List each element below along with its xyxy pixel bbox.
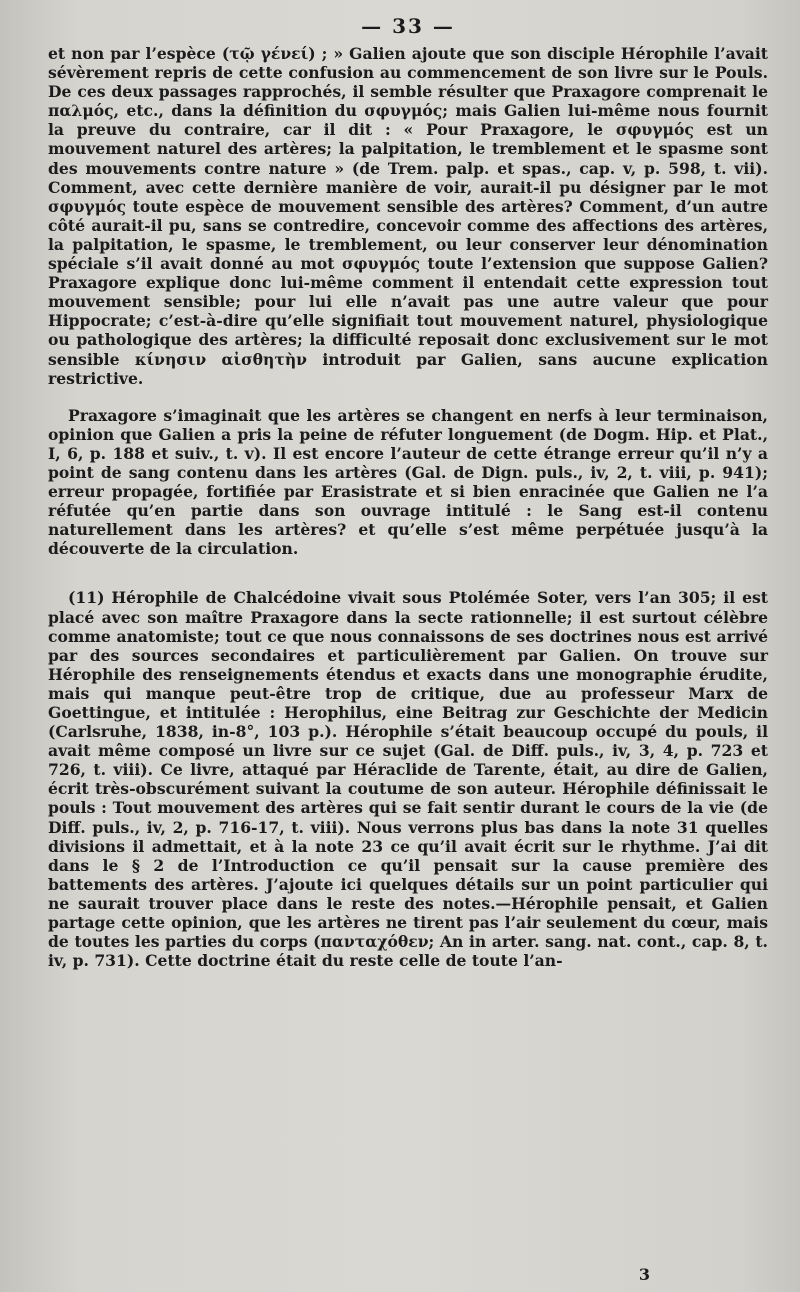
page-number: — 33 — — [361, 14, 455, 38]
paragraph-gap — [48, 388, 768, 406]
printer-signature-mark: 3 — [638, 1265, 650, 1284]
paragraph-praxagore-arteries: Praxagore s’imaginait que les artères se changent en nerfs à leur terminaison, opinion que Galien a pris la peine de réfuter longuement (de Dogm. Hip. et Plat., I, 6, p. 188 et suiv., t. v). Il est encore l’auteur de cette étrange erreur qu’il n’y a point de sang contenu dans les artères (Gal. de Dign. puls., iv, 2, t. viii, p. 941); erreur propagée, fortifiée par Erasistrate et si bien enracinée que Galien ne l’a réfutée qu’en partie dans son ouvrage intitulé : le Sang est-il contenu naturellement dans les artères? et qu’elle s’est même perpétuée jusqu’à la découverte de la circulation. — [48, 405, 768, 559]
section-gap — [48, 558, 768, 588]
paragraph-praxagore-pulse: et non par l’espèce (τῷ γένεί) ; » Galien ajoute que son disciple Hérophile l’avait sévèrement repris de cette confusion au commencement de son livre sur le Pouls. De ces deux passages rapprochés, il semble résulter que Praxagore comprenait le παλμός, etc., dans la définition du σφυγμός; mais Galien lui-même nous fournit la preuve du contraire, car il dit : « Pour Praxagore, le σφυγμός est un mouvement naturel des artères; la palpitation, le tremblement et le spasme sont des mouvements contre nature » (de Trem. palp. et spas., cap. v, p. 598, t. vii). Comment, avec cette dernière manière de voir, aurait-il pu désigner par le mot σφυγμός toute espèce de mouvement sensible des artères? Comment, d’un autre côté aurait-il pu, sans se contredire, concevoir comme des affections des artères, la palpitation, le spasme, le tremblement, ou leur conserver leur dénomination spéciale s’il avait donné au mot σφυγμός toute l’extension que suppose Galien? Praxagore explique donc lui-même comment il entendait cette expression tout mouvement sensible; pour lui elle n’avait pas une autre valeur que pour Hippocrate; c’est-à-dire qu’elle signifiait tout mouvement naturel, physiologique ou pathologique des artères; la difficulté reposait donc exclusivement sur le mot sensible κίνησιν αἰσθητὴν introduit par Galien, sans aucune explication restrictive. — [48, 44, 768, 388]
note-11-herophile: (11) Hérophile de Chalcédoine vivait sous Ptolémée Soter, vers l’an 305; il est placé avec son maître Praxagore dans la secte rationnelle; il est surtout célèbre comme anatomiste; tout ce que nous connaissons de ses doctrines nous est arrivé par des sources secondaires et particulièrement par Galien. On trouve sur Hérophile des renseignements étendus et exacts dans une monographie érudite, mais qui manque peut-être trop de critique, due au professeur Marx de Goettingue, et intitulée : Herophilus, eine Beitrag zur Geschichte der Medicin (Carlsruhe, 1838, in-8°, 103 p.). Hérophile s’était beaucoup occupé du pouls, il avait même composé un livre sur ce sujet (Gal. de Diff. puls., iv, 3, 4, p. 723 et 726, t. viii). Ce livre, attaqué par Héraclide de Tarente, était, au dire de Galien, écrit très-obscurément suivant la coutume de son auteur. Hérophile définissait le pouls : Tout mouvement des artères qui se fait sentir durant le cours de la vie (de Diff. puls., iv, 2, p. 716-17, t. viii). Nous verrons plus bas dans la note 31 quelles divisions il admettait, et à la note 23 ce qu’il avait écrit sur le rhythme. J’ai dit dans le § 2 de l’Introduction ce qu’il pensait sur la cause première des battements des artères. J’ajoute ici quelques détails sur un point particulier qui ne saurait trouver place dans le reste des notes.—Hérophile pensait, et Galien partage cette opinion, que les artères ne tirent pas l’air seulement du cœur, mais de toutes les parties du corps (πανταχόθεν; An in arter. sang. nat. cont., cap. 8, t. iv, p. 731). Cette doctrine était du reste celle de toute l’an- — [48, 588, 768, 971]
